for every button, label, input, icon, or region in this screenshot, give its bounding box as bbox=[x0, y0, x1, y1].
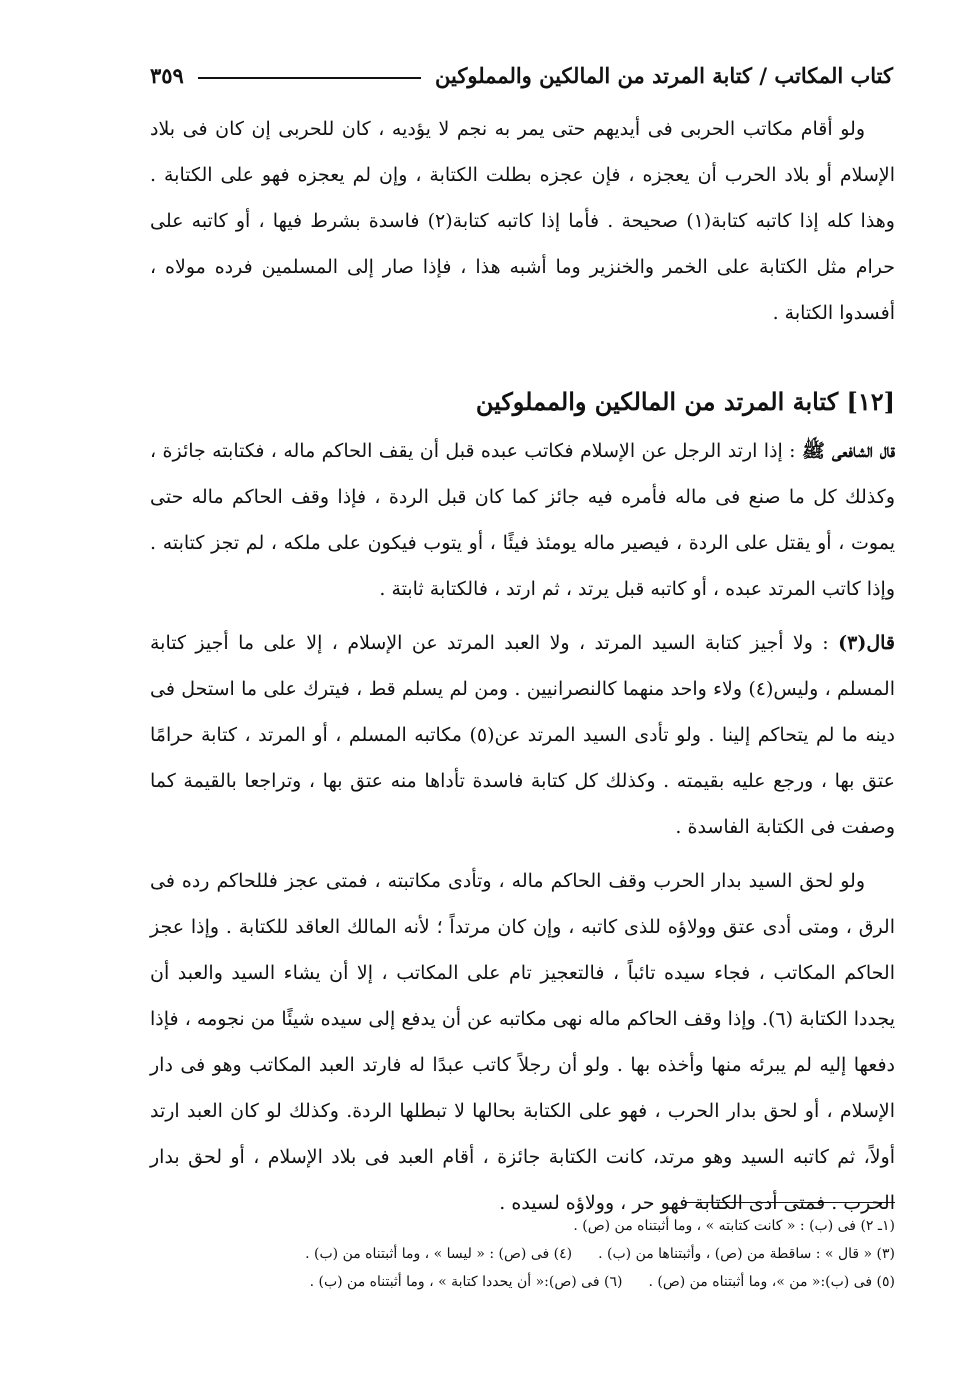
footnotes bbox=[150, 1212, 895, 1296]
speaker-label: قال(٣) bbox=[838, 632, 895, 654]
running-header-title: كتاب المكاتب / كتابة المرتد من المالكين والمملوكين bbox=[435, 62, 893, 88]
footnote-4: (٤) فى (ص) : « ليسا » ، وما أثبتناه من (ب) . bbox=[305, 1246, 573, 1262]
paragraph-text: : إذا ارتد الرجل عن الإسلام فكاتب عبده قبل أن يقف الحاكم ماله ، فكتابته جائزة ، وكذلك كل ما صنع فى ماله فأمره فيه جائز كما كان قبل الردة ، فإذا وقف الحاكم ماله حتى يموت ، أو يقتل على الردة ، فيصير ماله يومئذ فيئًا ، أو يتوب فيكون على ملكه ، لم تجز كتابته . وإذا كاتب المرتد عبده ، أو كاتبه قبل يرتد ، ثم ارتد ، فالكتابة ثابتة . bbox=[150, 440, 895, 600]
header-rule bbox=[198, 77, 421, 79]
paragraph-dar-al-harb bbox=[150, 858, 895, 1226]
speaker-label: قال الشافعى ﷺ bbox=[801, 440, 896, 462]
footnote-3: (٣) « قال » : ساقطة من (ص) ، وأثبتناها من (ب) . bbox=[598, 1246, 895, 1262]
footnote-6: (٦) فى (ص):« أن يحددا كتابة » ، وما أثبتناه من (ب) . bbox=[309, 1274, 623, 1290]
footnote-1-2: (١ـ ٢) فى (ب) : « كانت كتابته » ، وما أثبتناه من (ص) . bbox=[573, 1218, 895, 1234]
paragraph-qal bbox=[150, 620, 895, 850]
paragraph-text: ولو لحق السيد بدار الحرب وقف الحاكم ماله ، وتأدى مكاتبته ، فمتى عجز فللحاكم رده فى الرق ، ومتى أدى عتق وولاؤه للذى كاتبه ، وإن كان مرتداً ؛ لأنه المالك العاقد للكتابة . وإذا عجز الحاكم المكاتب ، فجاء سيده تائباً ، فالتعجيز تام على المكاتب ، إلا أن يشاء السيد والعبد أن يجددا الكتابة (٦). وإذا وقف الحاكم ماله نهى مكاتبه عن أن يدفع إلى سيده شيئًا من نجومه ، فإذا دفعها إليه لم يبرئه منها وأخذه بها . ولو أن رجلاً كاتب عبدًا له فارتد العبد المكاتب وهو فى دار الإسلام ، أو لحق بدار الحرب ، فهو على الكتابة بحالها لا تبطلها الردة. وكذلك لو كان العبد ارتد أولاً، ثم كاتبه السيد وهو مرتد، كانت الكتابة جائزة ، أقام العبد فى بلاد الإسلام ، أو لحق بدار الحرب . فمتى أدى الكتابة فهو حر ، وولاؤه لسيده . bbox=[150, 870, 895, 1214]
page-number: ٣٥٩ bbox=[150, 62, 184, 88]
footnote-line bbox=[150, 1240, 895, 1268]
section-heading: [١٢] كتابة المرتد من المالكين والمملوكين bbox=[475, 387, 895, 416]
paragraph-intro: ولو أقام مكاتب الحربى فى أيديهم حتى يمر به نجم لا يؤديه ، كان للحربى إن كان فى بلاد الإسلام أو بلاد الحرب أن يعجزه ، فإن عجزه بطلت الكتابة ، وإن لم يعجزه فهو على الكتابة . وهذا كله إذا كاتبه كتابة(١) صحيحة . فأما إذا كاتبه كتابة(٢) فاسدة بشرط فيها ، أو كاتبه على حرام مثل الكتابة على الخمر والخنزير وما أشبه هذا ، فإذا صار إلى المسلمين فرده مولاه ، أفسدوا الكتابة . bbox=[150, 118, 895, 324]
footnote-separator bbox=[685, 1202, 895, 1203]
footnote-5: (٥) فى (ب):« من »، وما أثبتناه من (ص) . bbox=[648, 1274, 895, 1290]
paragraph-shafii bbox=[150, 428, 895, 612]
paragraph-text: : ولا أجيز كتابة السيد المرتد ، ولا العبد المرتد عن الإسلام ، إلا على ما أجيز كتابة المسلم ، وليس(٤) ولاء واحد منهما كالنصرانيين . ومن لم يسلم قط ، فيترك على ما استحل فى دينه ما لم يتحاكم إلينا . ولو تأدى السيد المرتد عن(٥) مكاتبه المسلم ، أو المرتد ، كتابة حرامًا عتق بها ، ورجع عليه بقيمته . وكذلك كل كتابة فاسدة تأداها منه عتق بها ، وتراجعا بالقيمة كما وصفت فى الكتابة الفاسدة . bbox=[150, 632, 895, 838]
footnote-line bbox=[150, 1212, 895, 1240]
main-text bbox=[150, 106, 895, 1226]
footnote-line bbox=[150, 1268, 895, 1296]
running-header bbox=[150, 58, 893, 92]
